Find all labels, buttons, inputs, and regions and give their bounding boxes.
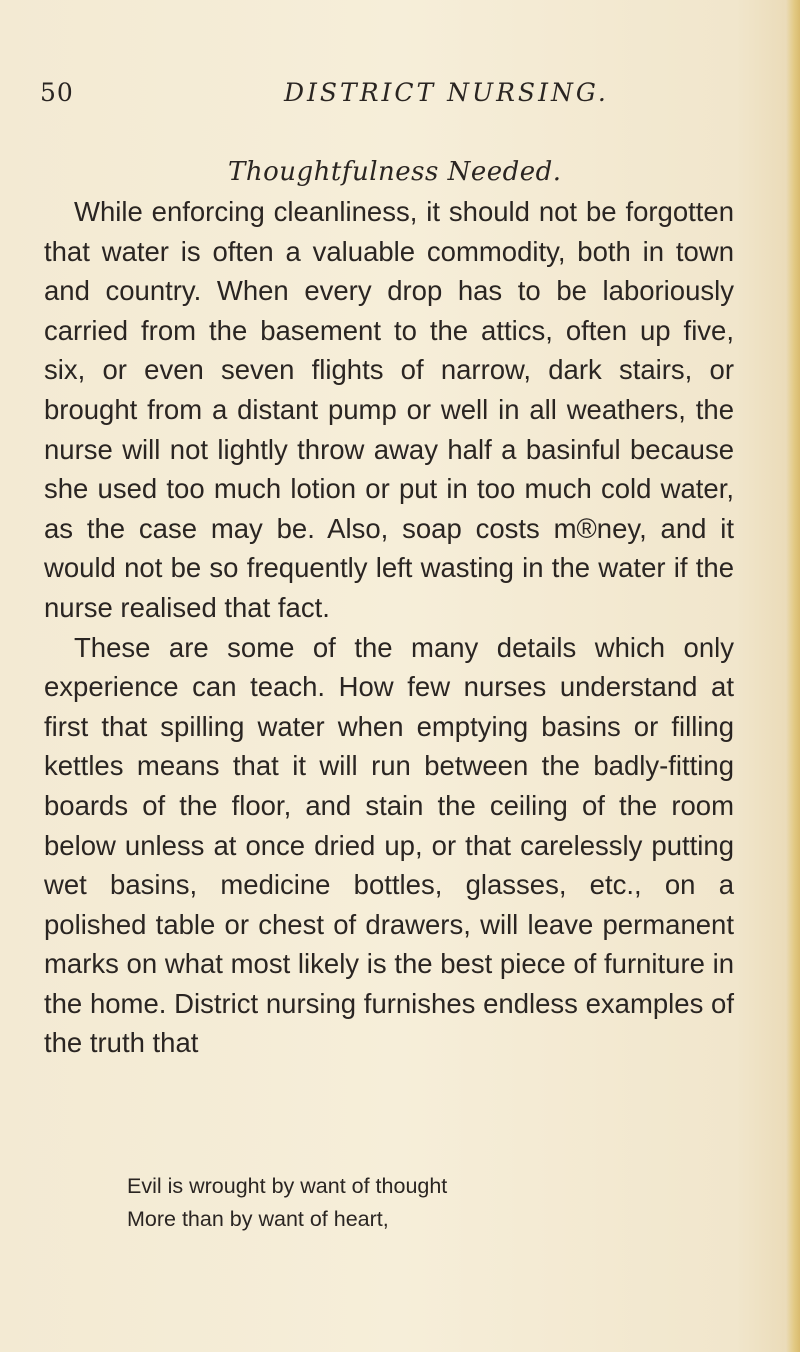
verse-line: Evil is wrought by want of thought bbox=[127, 1174, 448, 1198]
running-title: DISTRICT NURSING. bbox=[284, 78, 609, 107]
paragraph: While enforcing cleanliness, it should not be forgotten that water is often a valuable commodity, both in town and country. When every drop has to be laboriously carried from the basement to the attics, often up five, six, or even seven flights of narrow, dark stairs, or brought from a distant pump or well in all weathers, the nurse will not lightly throw away half a basinful because she used too much lotion or put in too much cold water, as the case may be. Also, soap costs m®ney, and it would not be so frequently left wasting in the water if the nurse realised that fact. bbox=[44, 196, 734, 623]
page-edge bbox=[786, 0, 800, 1352]
verse-line: More than by want of heart, bbox=[127, 1207, 389, 1231]
verse-quotation bbox=[127, 1170, 447, 1236]
section-heading: Thoughtfulness Needed. bbox=[228, 157, 562, 187]
body-text bbox=[44, 182, 734, 1063]
page-number: 50 bbox=[40, 78, 74, 107]
paragraph: These are some of the many details which only experience can teach. How few nurses understand at first that spilling water when emptying basins or filling kettles means that it will run between the badly-fitting boards of the floor, and stain the ceiling of the room below unless at once dried up, or that carelessly putting wet basins, medicine bottles, glasses, etc., on a polished table or chest of drawers, will leave permanent marks on what most likely is the best piece of furniture in the home. District nursing furnishes endless examples of the truth that bbox=[44, 631, 734, 1059]
